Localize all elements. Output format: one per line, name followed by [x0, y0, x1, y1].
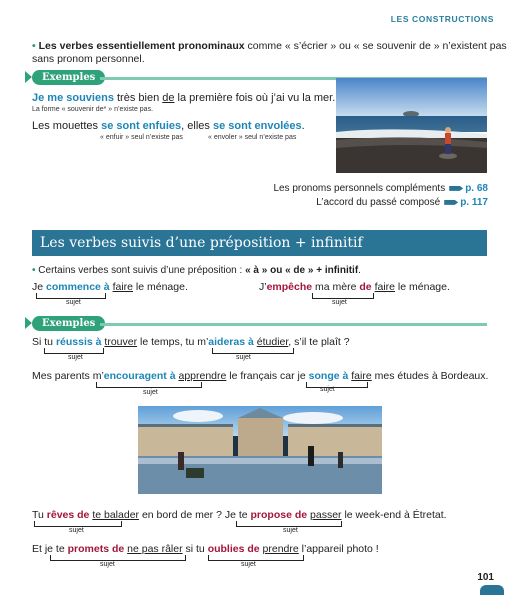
subject-bracket — [96, 382, 202, 388]
example-text: mes études à Bordeaux. — [371, 370, 489, 382]
subject-label: sujet — [320, 386, 335, 393]
certains-text: Certains verbes sont suivis d’une préposition : — [35, 265, 246, 276]
subject-label: sujet — [236, 354, 251, 361]
sentence-4 — [32, 543, 379, 555]
subject-label: sujet — [68, 354, 83, 361]
example-text: Les mouettes — [32, 120, 102, 132]
page-number: 101 — [477, 572, 494, 583]
reference-page: p. 68 — [465, 183, 488, 194]
example-text: l’appareil photo ! — [298, 543, 379, 555]
example-verb: commence à — [46, 281, 110, 293]
bullet: • — [32, 265, 36, 276]
reference-pronoms[interactable] — [273, 183, 488, 194]
example-text: Je — [32, 281, 47, 293]
page-tab — [480, 585, 504, 595]
certains-end: . — [358, 265, 361, 276]
running-title: LES CONSTRUCTIONS — [390, 14, 494, 24]
arrow-icon — [444, 200, 458, 205]
pronominaux-line-1 — [32, 40, 507, 52]
subject-label: sujet — [69, 527, 84, 534]
sentence-3 — [32, 509, 447, 521]
subject-label: sujet — [283, 527, 298, 534]
subject-bracket — [212, 348, 294, 354]
example-preposition: de — [359, 281, 372, 293]
example-verb: empêche — [266, 281, 313, 293]
example-text: Si tu — [32, 336, 56, 348]
exemples-marker-icon — [25, 71, 32, 83]
example-text: Mes parents m’ — [32, 370, 104, 382]
example-verb: se sont enfuies — [101, 120, 182, 132]
intro-example-left — [32, 281, 188, 293]
example-text: le ménage. — [395, 281, 450, 293]
reference-accord[interactable] — [316, 197, 488, 208]
example-souvenir — [32, 92, 335, 104]
reference-text: Les pronoms personnels compléments — [273, 183, 446, 194]
section-title: Les verbes suivis d’une préposition + infinitif — [32, 230, 487, 256]
subject-label: sujet — [100, 561, 115, 568]
example-text: ma mère — [312, 281, 360, 293]
example-note: « enfuir » seul n’existe pas — [100, 134, 183, 141]
example-text: le week-end à Étretat. — [341, 509, 447, 521]
certains-line — [32, 265, 361, 276]
subject-bracket — [50, 555, 186, 561]
example-verb: aideras à — [208, 336, 254, 348]
example-infinitive: faire — [351, 370, 372, 382]
example-mouettes — [32, 120, 305, 132]
example-text: le français car je — [226, 370, 309, 382]
example-text: en bord de mer ? Je te — [139, 509, 251, 521]
example-verb: propose de — [250, 509, 308, 521]
example-infinitive: ne pas râler — [127, 543, 183, 555]
example-infinitive: faire — [112, 281, 133, 293]
example-infinitive: passer — [310, 509, 342, 521]
example-verb: promets de — [67, 543, 125, 555]
pronominaux-text-1: comme « s’écrier » ou « se souvenir de » n’existent pas — [244, 40, 507, 52]
example-text: Et je te — [32, 543, 68, 555]
example-infinitive: étudier — [256, 336, 289, 348]
example-infinitive: faire — [374, 281, 396, 293]
example-text: le ménage. — [133, 281, 188, 293]
pronominaux-line-2: sans pronom personnel. — [32, 53, 145, 65]
example-infinitive: prendre — [262, 543, 299, 555]
exemples-label-1: Exemples — [32, 70, 105, 85]
example-infinitive: trouver — [104, 336, 138, 348]
subject-label: sujet — [332, 299, 347, 306]
subject-bracket — [208, 555, 304, 561]
subject-label: sujet — [241, 561, 256, 568]
example-verb: songe à — [308, 370, 349, 382]
reference-text: L’accord du passé composé — [316, 197, 441, 208]
example-verb: encouragent à — [103, 370, 176, 382]
example-text: si tu — [182, 543, 208, 555]
example-verb: réussis à — [55, 336, 102, 348]
bordeaux-photo — [138, 406, 382, 494]
certains-bold: « à » ou « de » + infinitif — [245, 265, 359, 276]
example-text: Tu — [32, 509, 47, 521]
sentence-2 — [32, 370, 488, 382]
arrow-icon — [449, 186, 463, 191]
intro-example-right — [259, 281, 450, 293]
exemples-marker-icon — [25, 317, 32, 329]
example-verb: Je me souviens — [32, 92, 114, 104]
example-infinitive: apprendre — [178, 370, 227, 382]
example-verb: oublies de — [207, 543, 260, 555]
example-note: « envoler » seul n’existe pas — [208, 134, 297, 141]
example-text: le temps, tu m’ — [137, 336, 209, 348]
example-text: . — [301, 120, 305, 132]
bullet: • — [32, 40, 36, 52]
example-preposition: de — [162, 92, 175, 104]
beach-photo — [336, 78, 487, 173]
subject-label: sujet — [143, 389, 158, 396]
example-text: très bien — [113, 92, 163, 104]
subject-label: sujet — [66, 299, 81, 306]
subject-bracket — [306, 382, 368, 388]
example-text: la première fois où j’ai vu la mer. — [174, 92, 336, 104]
example-note: La forme « souvenir de* » n’existe pas. — [32, 106, 154, 113]
exemples-rule-2 — [100, 323, 487, 326]
example-verb: rêves de — [46, 509, 90, 521]
exemples-label-2: Exemples — [32, 316, 105, 331]
example-verb: se sont envolées — [212, 120, 302, 132]
example-infinitive: te balader — [92, 509, 140, 521]
example-text: , elles — [181, 120, 213, 132]
example-text: , s’il te plaît ? — [288, 336, 350, 348]
reference-page: p. 117 — [460, 197, 488, 208]
sentence-1 — [32, 336, 350, 348]
example-text: J’ — [259, 281, 267, 293]
pronominaux-lead: Les verbes essentiellement pronominaux — [38, 40, 245, 52]
